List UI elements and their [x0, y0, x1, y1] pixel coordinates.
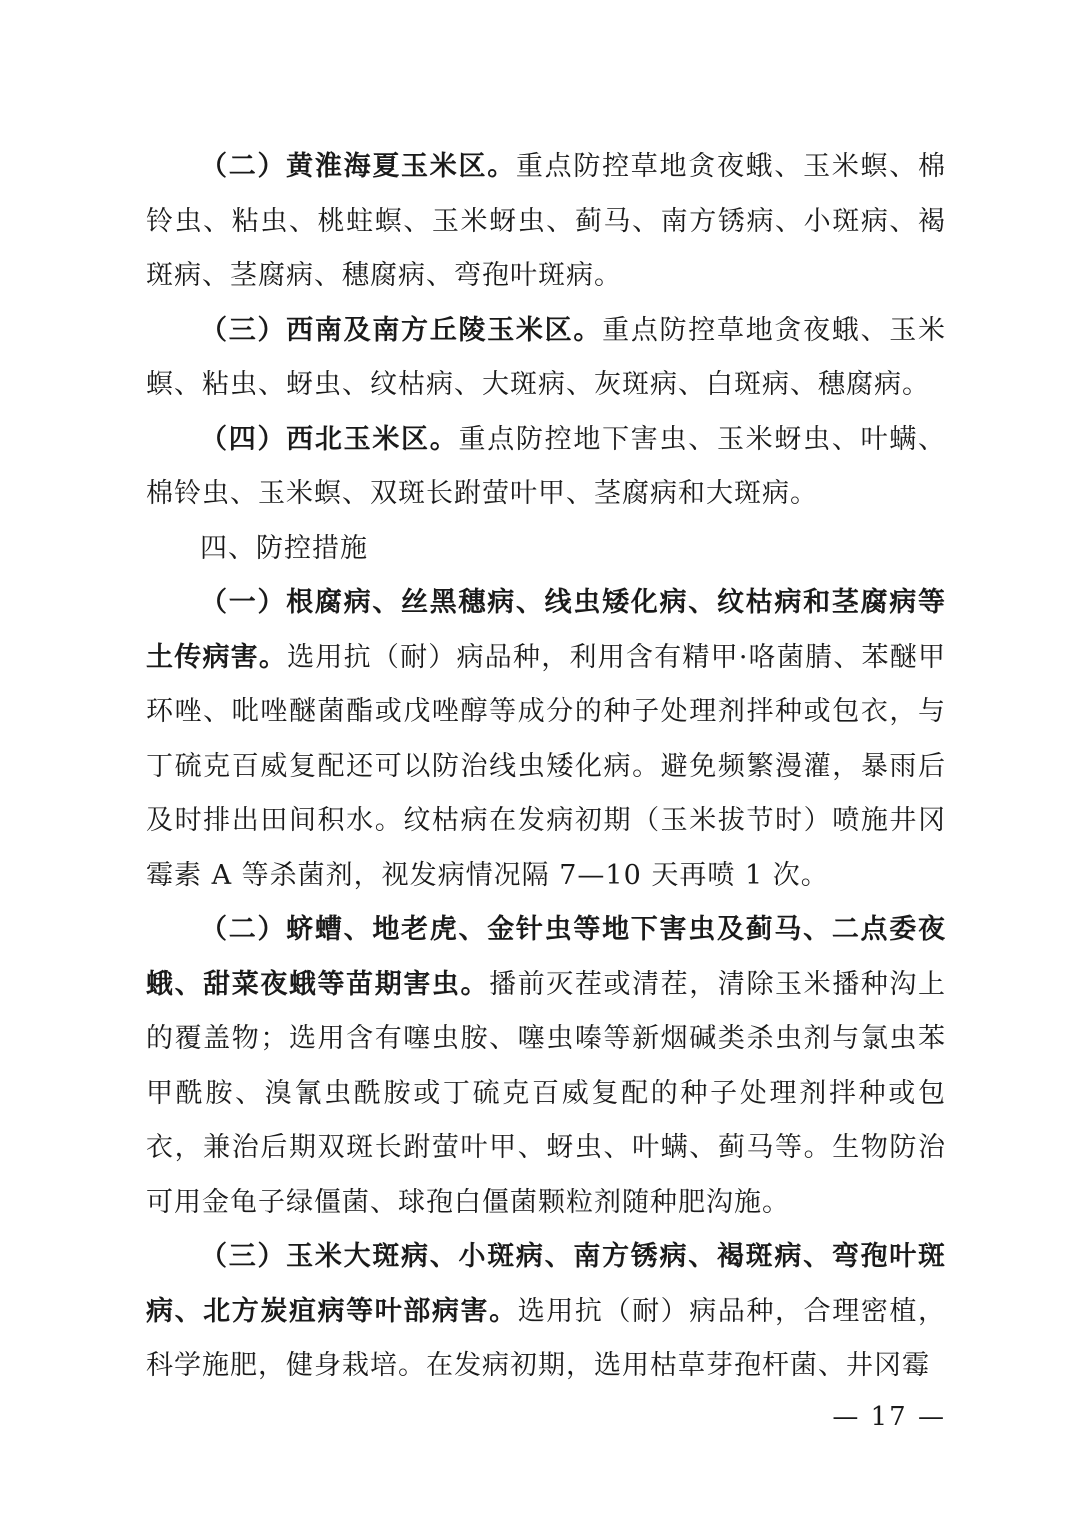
- paragraph-huanghuaihai: [146, 140, 946, 304]
- paragraph-lead: （三）玉米大斑病、小斑病、南方锈病、褐斑病、弯孢叶斑病、北方炭疽病等叶部病害。: [146, 1241, 946, 1327]
- paragraph-body: 重点防控草地贪夜蛾、玉米螟、棉铃虫、粘虫、桃蛀螟、玉米蚜虫、蓟马、南方锈病、小斑病、褐斑病、茎腐病、穗腐病、弯孢叶斑病。: [146, 151, 947, 291]
- paragraph-body: 重点防控地下害虫、玉米蚜虫、叶螨、棉铃虫、玉米螟、双斑长跗萤叶甲、茎腐病和大斑病。: [146, 423, 947, 509]
- paragraph-body: 选用抗（耐）病品种，利用含有精甲·咯菌腈、苯醚甲环唑、吡唑醚菌酯或戊唑醇等成分的种子处理剂拌种或包衣，与丁硫克百威复配还可以防治线虫矮化病。避免频繁漫灌，暴雨后及时排出田间积水。纹枯病在发病初期（玉米拔节时）喷施井冈霉素 A 等杀菌剂，视发病情况隔 7—10 天再喷 1 次。: [146, 641, 946, 891]
- paragraph-lead: （三）西南及南方丘陵玉米区。: [200, 314, 603, 346]
- paragraph-soilborne-diseases: [146, 576, 946, 903]
- paragraph-lead: （二）蛴螬、地老虎、金针虫等地下害虫及蓟马、二点委夜蛾、甜菜夜蛾等苗期害虫。: [146, 914, 946, 1000]
- paragraph-underground-pests: [146, 903, 946, 1230]
- paragraph-lead: （二）黄淮海夏玉米区。: [200, 151, 516, 182]
- section-heading: 四、防控措施: [200, 532, 368, 564]
- page-number: — 17 —: [832, 1402, 946, 1432]
- paragraph-body: 播前灭茬或清茬，清除玉米播种沟上的覆盖物；选用含有噻虫胺、噻虫嗪等新烟碱类杀虫剂与氯虫苯甲酰胺、溴氰虫酰胺或丁硫克百威复配的种子处理剂拌种或包衣，兼治后期双斑长跗萤叶甲、蚜虫、叶螨、蓟马等。生物防治可用金龟子绿僵菌、球孢白僵菌颗粒剂随种肥沟施。: [146, 968, 947, 1218]
- paragraph-leaf-diseases: [146, 1230, 946, 1394]
- paragraph-northwest: [146, 413, 946, 522]
- paragraph-body: 选用抗（耐）病品种，合理密植，科学施肥，健身栽培。在发病初期，选用枯草芽孢杆菌、井冈霉: [146, 1295, 946, 1381]
- paragraph-body: 重点防控草地贪夜蛾、玉米螟、粘虫、蚜虫、纹枯病、大斑病、灰斑病、白斑病、穗腐病。: [146, 314, 947, 400]
- document-page: [146, 140, 946, 1394]
- paragraph-lead: （一）根腐病、丝黑穗病、线虫矮化病、纹枯病和茎腐病等土传病害。: [146, 587, 946, 673]
- paragraph-lead: （四）西北玉米区。: [200, 423, 459, 455]
- paragraph-southwest: [146, 304, 946, 413]
